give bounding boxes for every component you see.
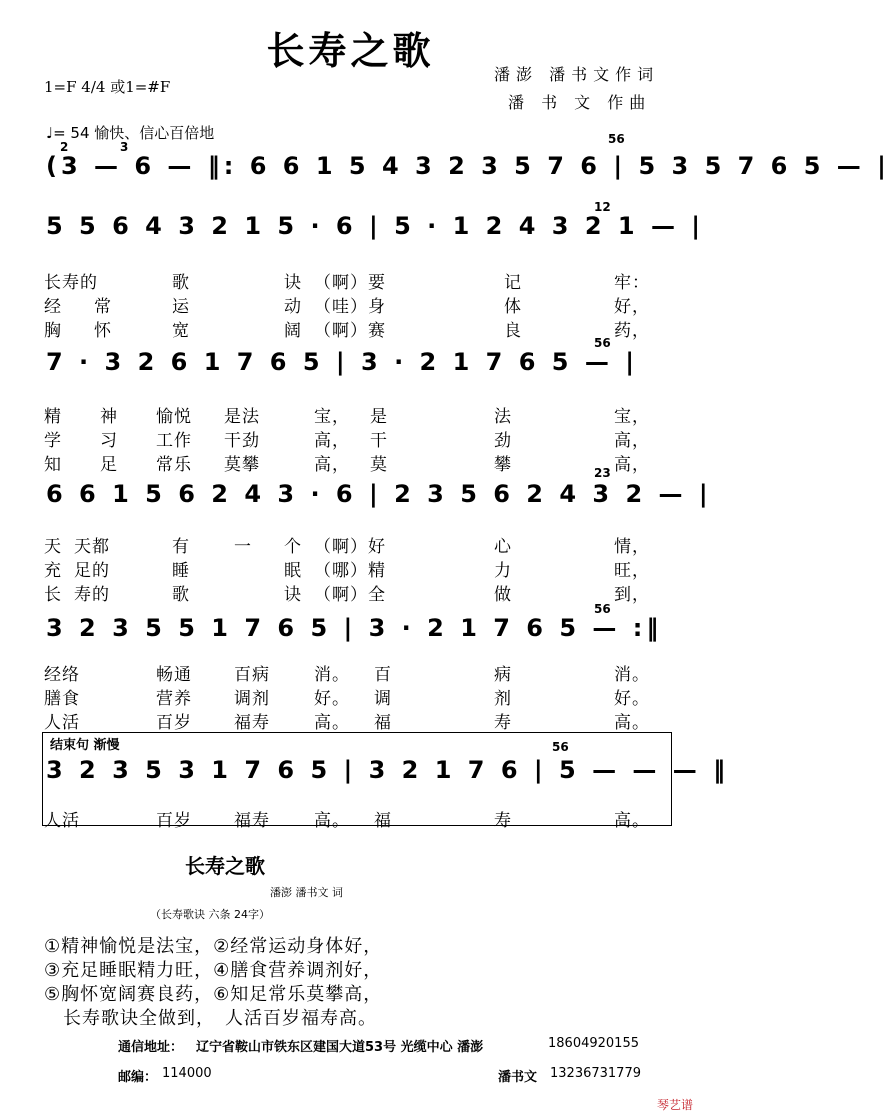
phone-number: 13236731779 [550,1066,641,1081]
grace-note: 2 [60,140,69,154]
ending-label: 结束句 渐慢 [50,738,120,753]
lyrics-summary-line: ⑤胸怀宽阔赛良药，⑥知足常乐莫攀高， [44,984,383,1005]
score-row-5 [40,614,672,654]
lyricists-credit: 潘澎 潘书文作词 [494,65,660,84]
lyrics-section-subtitle: （长寿歌诀 六条 24字） [150,908,270,921]
score-notes: (3 — 6 — ‖: 6 6 1 5 4 3 2 3 5 7 6 | 5 3 5 7 6 5 — | [46,152,890,180]
grace-note: 3 [120,140,129,154]
score-notes: 3 2 3 5 3 1 7 6 5 | 3 2 1 7 6 | 5 — — — ‖ [46,756,730,784]
grace-note: 23 [594,466,611,480]
lyrics-line: 胸 怀 宽 阔 （啊）赛 良 药， [44,321,650,341]
score-notes: 5 5 6 4 3 2 1 5 · 6 | 5 · 1 2 4 3 2 1 — | [46,212,705,240]
address: 辽宁省鞍山市铁东区建国大道53号 光缆中心 潘澎 [196,1040,484,1055]
lyrics-section-author: 潘澎 潘书文 词 [270,886,343,899]
contact-name: 潘书文 [498,1070,538,1085]
page-title: 长寿之歌 [266,29,435,73]
grace-note: 56 [594,602,611,616]
composer-credit: 潘 书 文 作曲 [508,93,652,112]
lyrics-section-title: 长寿之歌 [185,854,265,878]
phone-number: 18604920155 [548,1036,639,1051]
postcode-label: 邮编： [118,1070,158,1085]
grace-note: 56 [594,336,611,350]
address-label: 通信地址： [118,1040,184,1055]
lyrics-line: 学 习 工作 干劲 高， 干 劲 高， [44,431,650,451]
lyrics-line: 长寿的 歌 诀 （啊）要 记 牢： [44,273,650,293]
score-row-3 [40,348,672,388]
lyrics-line: 天 天都 有 一 个 （啊）好 心 情， [44,537,650,557]
postcode: 114000 [162,1066,212,1081]
grace-note: 56 [608,132,625,146]
score-row-6 [40,756,730,796]
lyrics-line: 人活 百岁 福寿 高。 福 寿 高。 [44,811,650,831]
grace-note: 12 [594,200,611,214]
grace-note: 56 [552,740,569,754]
lyrics-line: 经 常 运 动 （哇）身 体 好， [44,297,650,317]
lyrics-line: 知 足 常乐 莫攀 高， 莫 攀 高， [44,455,650,475]
lyrics-summary-line: ③充足睡眠精力旺，④膳食营养调剂好， [44,960,383,981]
score-notes: 7 · 3 2 6 1 7 6 5 | 3 · 2 1 7 6 5 — | [46,348,638,376]
score-notes: 6 6 1 5 6 2 4 3 · 6 | 2 3 5 6 2 4 3 2 — | [46,480,712,508]
lyrics-line: 充 足的 睡 眠 （哪）精 力 旺， [44,561,650,581]
score-notes: 3 2 3 5 5 1 7 6 5 | 3 · 2 1 7 6 5 — :‖ [46,614,663,642]
lyrics-line: 人活 百岁 福寿 高。 福 寿 高。 [44,713,650,733]
lyrics-line: 膳食 营养 调剂 好。 调 剂 好。 [44,689,650,709]
tempo-marking: ♩= 54 愉快、信心百倍地 [46,124,215,142]
score-row-2 [40,212,705,252]
lyrics-line: 精 神 愉悦 是法 宝， 是 法 宝， [44,407,650,427]
key-signature: 1=F 4/4 或1=#F [44,78,171,96]
score-row-4 [40,480,712,520]
lyrics-line: 长 寿的 歌 诀 （啊）全 做 到， [44,585,650,605]
score-row-1 [40,152,890,192]
watermark-logo: 琴艺谱 [656,1098,693,1112]
lyrics-summary-line: ①精神愉悦是法宝，②经常运动身体好， [44,936,383,957]
lyrics-summary-line: 长寿歌诀全做到， 人活百岁福寿高。 [44,1008,377,1029]
lyrics-line: 经络 畅通 百病 消。 百 病 消。 [44,665,650,685]
